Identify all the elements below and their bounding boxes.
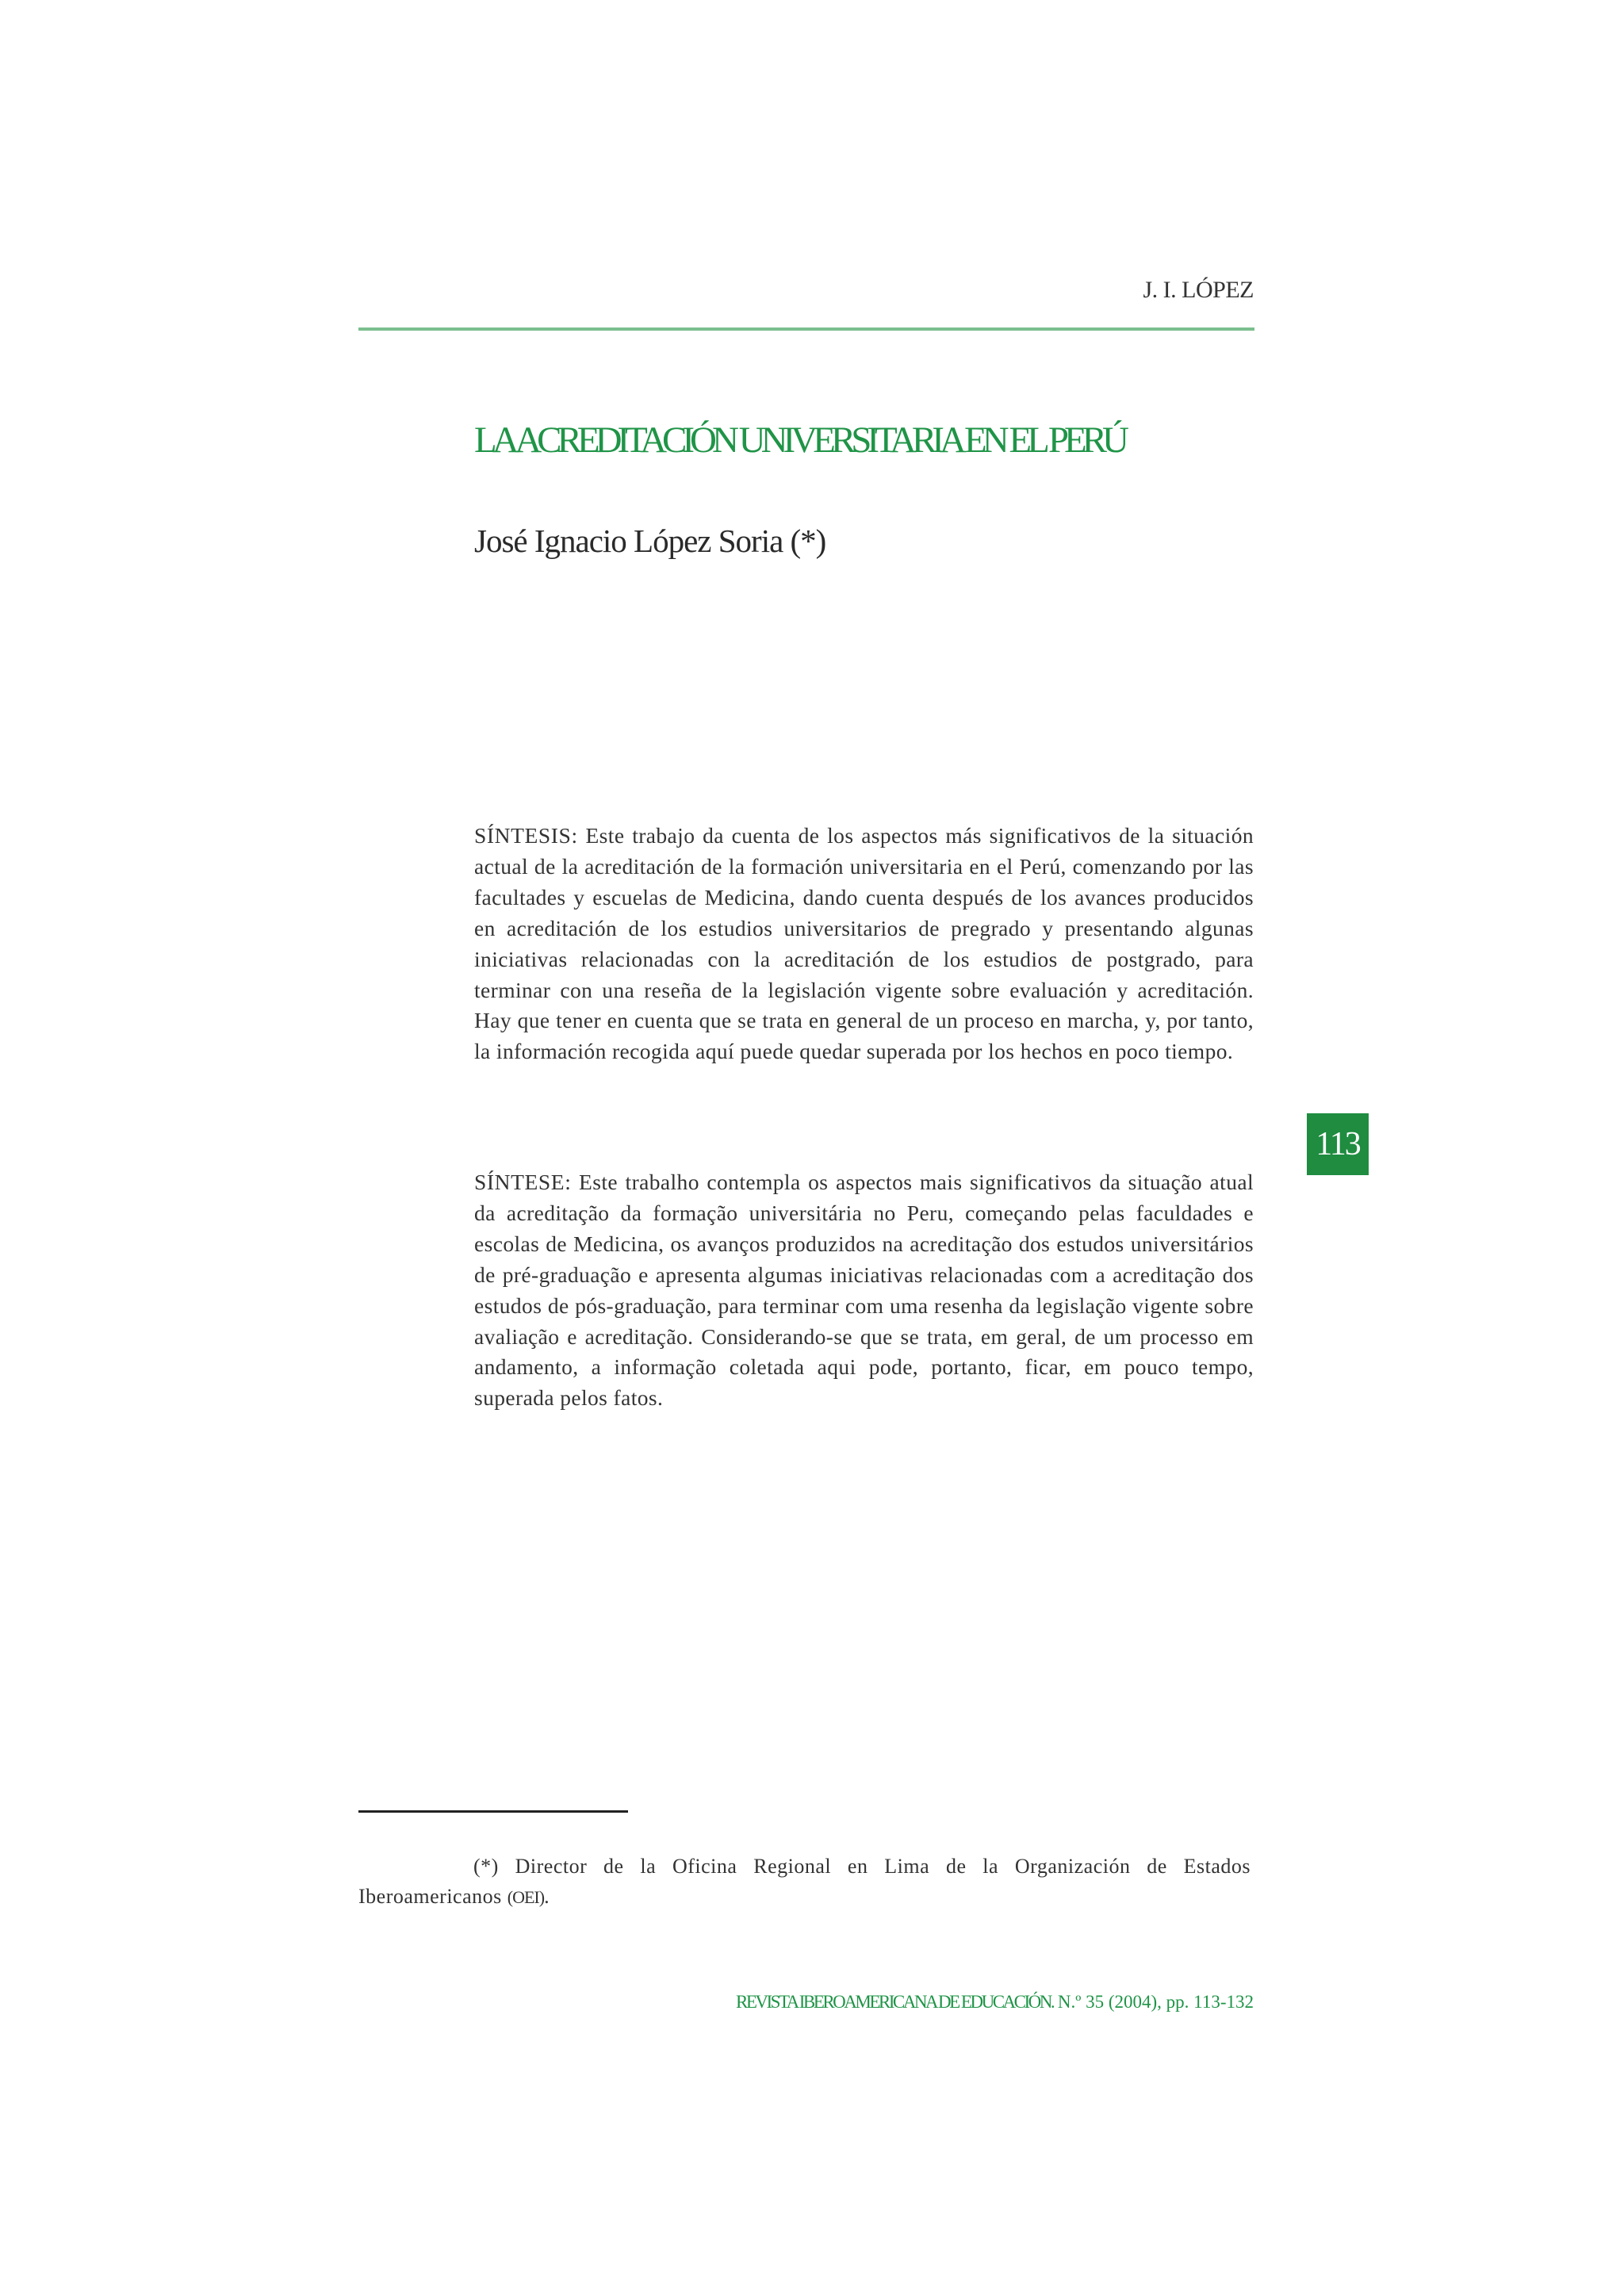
footnote-end: .	[544, 1885, 550, 1908]
abstract-portuguese-text: Este trabalho contempla os aspectos mais significativos da situação atual da acreditação da formação universitária no Peru, começando pelas faculdades e escolas de Medicina, os avanços produzidos na acreditação dos estudos universitários de pré-graduação e apresenta algumas iniciativas relacionadas com a acreditação dos estudos de pós-graduação, para terminar com uma resenha da legislação vigente sobre avaliação e acreditação. Considerando-se que se trata, em geral, de um processo em andamento, a informação coletada aqui pode, portanto, ficar, em pouco tempo, superada pelos fatos.	[474, 1170, 1254, 1411]
footnote-abbreviation: (OEI)	[507, 1887, 545, 1907]
journal-name: REVISTA IBEROAMERICANA DE EDUCACIÓN.	[736, 1992, 1054, 2012]
footnote-rule	[358, 1810, 628, 1813]
running-head: J. I. LÓPEZ	[1143, 277, 1254, 303]
page-number-tab: 113	[1307, 1113, 1369, 1175]
abstract-portuguese-label: SÍNTESE:	[474, 1170, 572, 1194]
abstract-portuguese	[474, 1167, 1254, 1414]
footnote-text: (*) Director de la Oficina Regional en Lima de la Organización de Estados Iberoamericanos	[358, 1855, 1251, 1908]
article-author: José Ignacio López Soria (*)	[474, 523, 826, 559]
abstract-spanish-label: SÍNTESIS:	[474, 823, 578, 848]
abstract-spanish-text: Este trabajo da cuenta de los aspectos más significativos de la situación actual de la acreditación de la formación universitaria en el Perú, comenzando por las facultades y escuelas de Medicina, dando cuenta después de los avances producidos en acreditación de los estudios universitarios de pregrado y presentando algunas iniciativas relacionadas con la acreditación de los estudios de postgrado, para terminar con una reseña de la legislación vigente sobre evaluación y acreditación. Hay que tener en cuenta que se trata en general de un proceso en marcha, y, por tanto, la información recogida aquí puede quedar superada por los hechos en poco tiempo.	[474, 823, 1254, 1064]
abstract-spanish	[474, 821, 1254, 1067]
journal-citation	[736, 1992, 1254, 2013]
article-title: LA ACREDITACIÓN UNIVERSITARIA EN EL PERÚ	[474, 419, 1124, 461]
footnote	[358, 1852, 1251, 1913]
journal-issue: N.º 35 (2004), pp. 113-132	[1057, 1992, 1254, 2012]
header-rule	[358, 327, 1254, 331]
